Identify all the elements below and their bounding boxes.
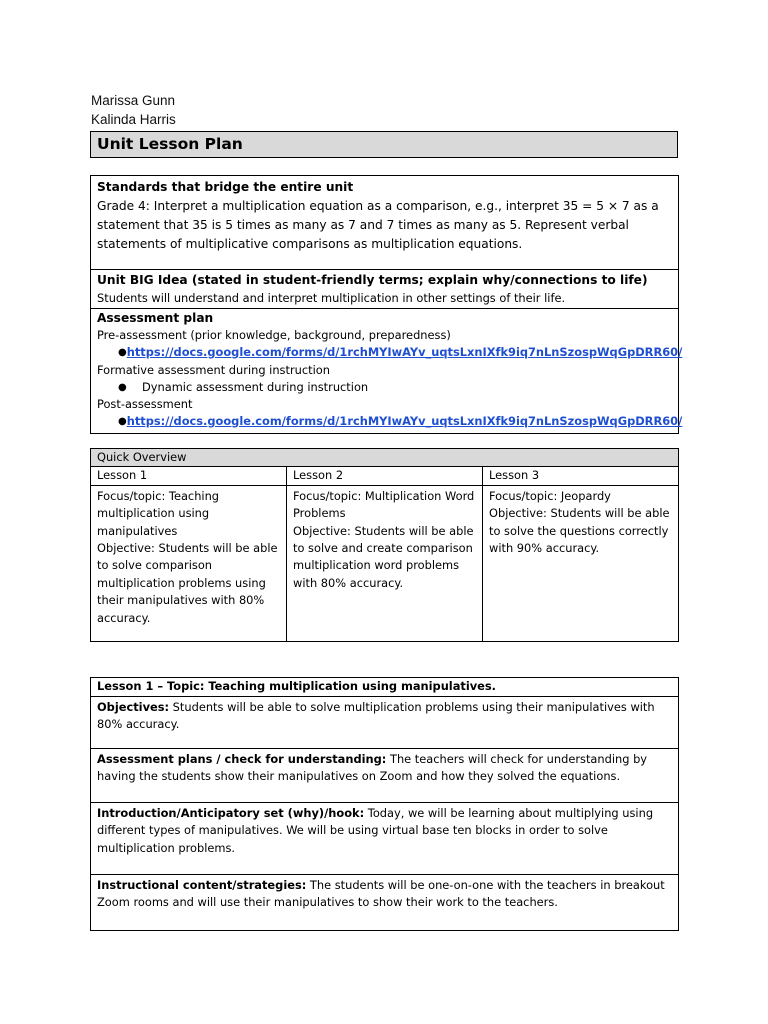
- formative-assessment-item: Dynamic assessment during instruction: [142, 379, 369, 394]
- assessment-heading: Assessment plan: [97, 311, 214, 325]
- overview-lesson-details-row: [91, 485, 679, 641]
- lesson-1-heading-row: [91, 678, 679, 697]
- lesson-1-content-text: The students will be one-on-one with the teachers in breakout Zoom rooms and will use their manipulatives to show their work to the teachers.: [97, 877, 665, 910]
- lesson-1-table: [90, 677, 679, 931]
- bullet-icon: ●: [118, 381, 127, 393]
- overview-lesson-3-focus: Focus/topic: Jeopardy: [489, 488, 611, 503]
- lesson-1-intro-text: Today, we will be learning about multiplying using different types of manipulatives. We will be using virtual base ten blocks in order to solve multiplication problems.: [97, 805, 654, 855]
- lesson-1-assessment-text: The teachers will check for understanding by having the students show their manipulatives on Zoom and how they solved the equations.: [97, 751, 648, 784]
- lesson-1-content-row: [91, 874, 679, 930]
- standards-row: [91, 176, 679, 270]
- author-name-2: Kalinda Harris: [91, 112, 176, 127]
- overview-header-row: [91, 449, 679, 467]
- overview-heading: Quick Overview: [91, 449, 679, 467]
- overview-lesson-labels-row: [91, 467, 679, 485]
- post-assessment-link[interactable]: https://docs.google.com/forms/d/1rchMYIwAYv_uqtsLxnIXfk9iq7nLnSzospWqGpDRR60/: [126, 414, 683, 428]
- overview-lesson-2-focus: Focus/topic: Multiplication Word Problems: [293, 488, 475, 521]
- standards-heading: Standards that bridge the entire unit: [97, 180, 354, 194]
- big-idea-row: [91, 270, 679, 309]
- big-idea-heading: Unit BIG Idea (stated in student-friendly terms; explain why/connections to life): [97, 273, 648, 287]
- overview-lesson-3-objective: Objective: Students will be able to solve the questions correctly with 90% accuracy.: [489, 506, 670, 556]
- lesson-1-content-label: Instructional content/strategies:: [97, 877, 307, 892]
- standards-text: Grade 4: Interpret a multiplication equation as a comparison, e.g., interpret 35 = 5 × 7 as a statement that 35 is 5 times as many as 7 and 7 times as many as 5. Represent verbal statements of multiplicative comparisons as multiplication equations.: [97, 199, 659, 251]
- pre-assessment-link[interactable]: https://docs.google.com/forms/d/1rchMYIwAYv_uqtsLxnIXfk9iq7nLnSzospWqGpDRR60/: [126, 345, 683, 359]
- overview-lesson-1-objective: Objective: Students will be able to solve comparison multiplication problems using their manipulatives with 80% accuracy.: [97, 541, 278, 625]
- lesson-1-heading: Lesson 1 – Topic: Teaching multiplication using manipulatives.: [91, 678, 679, 697]
- lesson-1-intro-row: [91, 802, 679, 874]
- lesson-1-assessment-label: Assessment plans / check for understanding:: [97, 751, 387, 766]
- post-assessment-label: Post-assessment: [97, 397, 193, 411]
- overview-lesson-2-label: Lesson 2: [287, 467, 483, 485]
- lesson-1-objectives-label: Objectives:: [97, 699, 170, 714]
- big-idea-text: Students will understand and interpret multiplication in other settings of their life.: [97, 291, 566, 305]
- bullet-icon: ●: [118, 347, 127, 358]
- bullet-icon: ●: [118, 416, 127, 427]
- lesson-1-objectives-text: Students will be able to solve multiplication problems using their manipulatives with 80% accuracy.: [97, 699, 655, 732]
- overview-lesson-2-objective: Objective: Students will be able to solve and create comparison multiplication word problems with 80% accuracy.: [293, 523, 474, 590]
- pre-assessment-label: Pre-assessment (prior knowledge, background, preparedness): [97, 328, 451, 342]
- unit-info-table: [90, 175, 683, 434]
- lesson-1-intro-label: Introduction/Anticipatory set (why)/hook:: [97, 805, 365, 820]
- page-title: Unit Lesson Plan: [90, 131, 678, 158]
- author-name-1: Marissa Gunn: [91, 93, 176, 108]
- lesson-1-assessment-row: [91, 748, 679, 802]
- assessment-row: [91, 309, 679, 434]
- quick-overview-table: [90, 448, 679, 642]
- overview-lesson-1-focus: Focus/topic: Teaching multiplication using manipulatives: [97, 488, 220, 538]
- overview-lesson-1-label: Lesson 1: [91, 467, 287, 485]
- formative-assessment-label: Formative assessment during instruction: [97, 362, 330, 377]
- overview-lesson-3-label: Lesson 3: [483, 467, 679, 485]
- lesson-1-objectives-row: [91, 696, 679, 748]
